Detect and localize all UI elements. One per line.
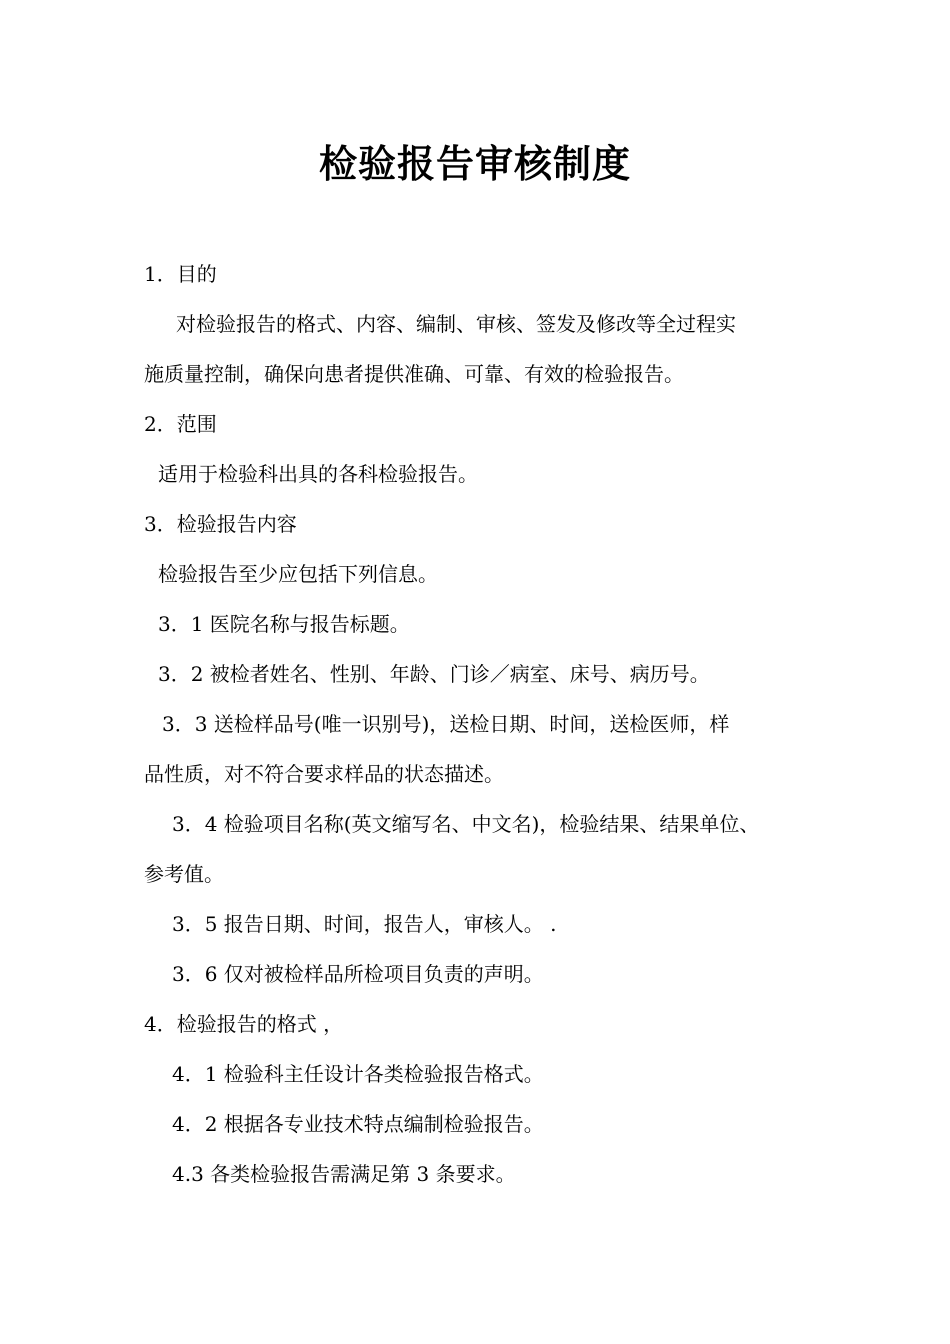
section-3-heading: 3．检验报告内容 [144,512,297,536]
section-4-heading: 4．检验报告的格式 ， [144,1012,344,1036]
list-item: 3．2 被检者姓名、性别、年龄、门诊／病室、床号、病历号。 [158,662,710,686]
document-title: 检验报告审核制度 [318,142,631,186]
list-item: 3．4 检验项目名称(英文缩写名、中文名)，检验结果、结果单位、 [172,812,760,836]
list-item: 3．1 医院名称与报告标题。 [158,612,410,636]
list-item: 3．6 仅对被检样品所检项目负责的声明。 [172,962,544,986]
paragraph-line: 适用于检验科出具的各科检验报告。 [158,462,478,486]
paragraph-line: 施质量控制，确保向患者提供准确、可靠、有效的检验报告。 [144,362,684,386]
list-item: 3．5 报告日期、时间，报告人，审核人。 . [172,912,557,936]
paragraph-line: 检验报告至少应包括下列信息。 [158,562,438,586]
list-item: 4．1 检验科主任设计各类检验报告格式。 [172,1062,544,1086]
list-item: 3．3 送检样品号(唯一识别号)，送检日期、时间，送检医师，样 [162,712,730,736]
paragraph-line: 对检验报告的格式、内容、编制、审核、签发及修改等全过程实 [176,312,736,336]
paragraph-line: 参考值。 [144,862,224,886]
paragraph-line: 品性质，对不符合要求样品的状态描述。 [144,762,504,786]
list-item: 4．2 根据各专业技术特点编制检验报告。 [172,1112,544,1136]
section-1-heading: 1．目的 [144,262,217,286]
section-2-heading: 2．范围 [144,412,217,436]
list-item: 4.3 各类检验报告需满足第 3 条要求。 [172,1162,516,1186]
